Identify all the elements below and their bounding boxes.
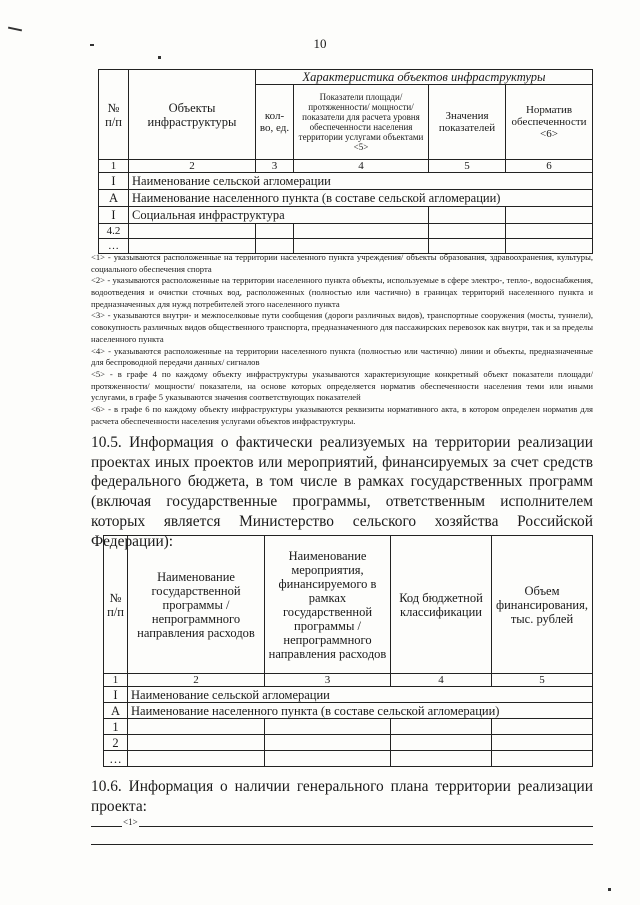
row-num: I (99, 207, 129, 224)
row-num: 4.2 (99, 224, 129, 239)
footnote: <2> - указываются расположенные на территории населенного пункта объекты, используемые в сфере электро-, тепло-, водоснабжения, водоотведения и очистки сточных вод, расположенных (полностью или частично) в границах территорий населенного пункта и предназначенных для нужд потребителей этого населенного пункта (91, 275, 593, 309)
column-number: 3 (265, 674, 391, 687)
column-numbers-row (99, 160, 593, 173)
header-values: Значения показателей (429, 85, 506, 160)
footnote: <6> - в графе 6 по каждому объекту инфраструктуры указываются реквизиты нормативного акта, в котором определен норматив для расчета обеспеченности населения услугами объектов инфраструктуры. (91, 403, 593, 426)
column-number: 5 (429, 160, 506, 173)
column-number: 1 (104, 674, 128, 687)
infrastructure-table (98, 69, 593, 254)
scan-mark (158, 56, 161, 59)
row-text: Социальная инфраструктура (129, 207, 294, 224)
table-row (99, 207, 593, 224)
footnote: <3> - указываются внутри- и межпоселковые пути сообщения (дороги различных видов), транспортные сооружения (мосты, туннели), совокупность различных видов общественного транспорта, предназначенного для пассажирских перевозок как внутри, так и за пределы населенного пункта (91, 310, 593, 344)
row-text: Наименование населенного пункта (в составе сельской агломерации) (128, 703, 593, 719)
column-numbers-row (104, 674, 593, 687)
table-row (104, 735, 593, 751)
row-num: 1 (104, 719, 128, 735)
footnote: <5> - в графе 4 по каждому объекту инфраструктуры указываются характеризующие конкретный объект показатели площади/ протяженности/ мощности/ показатели, на основе которых определяется норматив обеспеченности населения теми или иными услугами, в графе 5 указываются значения соответствующих показателей (91, 368, 593, 403)
fill-line (91, 826, 593, 827)
column-number: 5 (492, 674, 593, 687)
table-row (99, 173, 593, 190)
column-number: 1 (99, 160, 129, 173)
header-group: Характеристика объектов инфраструктуры (256, 70, 593, 85)
scan-mark (8, 27, 22, 32)
page-number: 10 (313, 36, 327, 51)
header-qty: кол-во, ед. (256, 85, 294, 160)
column-number: 4 (294, 160, 429, 173)
funding-table (103, 535, 593, 767)
scan-mark (608, 888, 611, 891)
header-objects: Объекты инфраструктуры (129, 70, 256, 160)
column-number: 2 (129, 160, 256, 173)
footnotes (91, 252, 593, 427)
section-10-5: 10.5. Информация о фактически реализуемых на территории реализации проектах иных проектов или мероприятий, финансируемых за счет средств федерального бюджета, в том числе в рамках государственных программ (включая государственные программы, ответственным исполнителем которых является Министерство сельского хозяйства Российской Федерации): (91, 434, 593, 550)
header-num: № п/п (104, 536, 128, 674)
table-row (104, 751, 593, 767)
column-number: 3 (256, 160, 294, 173)
row-num: 2 (104, 735, 128, 751)
row-num: … (104, 751, 128, 767)
row-num: I (99, 173, 129, 190)
header-program: Наименование государственной программы / непрограммного направления расходов (128, 536, 265, 674)
column-number: 2 (128, 674, 265, 687)
row-num: … (99, 239, 129, 254)
row-text: Наименование сельской агломерации (128, 687, 593, 703)
row-text: Наименование населенного пункта (в составе сельской агломерации) (129, 190, 593, 207)
table-row (104, 687, 593, 703)
header-code: Код бюджетной классификации (391, 536, 492, 674)
table-row (99, 224, 593, 239)
row-text: Наименование сельской агломерации (129, 173, 593, 190)
table-row (99, 190, 593, 207)
row-num: А (99, 190, 129, 207)
fill-marker: <1> (123, 817, 138, 827)
header-norm: Норматив обеспеченности <6> (506, 85, 593, 160)
section-10-6: 10.6. Информация о наличии генерального плана территории реализации проекта: (91, 778, 593, 815)
footnote: <1> - указываются расположенные на территории населенного пункта учреждения/ объекты образования, здравоохранения, культуры, социального обеспечения спорта (91, 252, 593, 274)
fill-line (91, 844, 593, 845)
row-num: А (104, 703, 128, 719)
header-num: № п/п (99, 70, 129, 160)
header-volume: Объем финансирования, тыс. рублей (492, 536, 593, 674)
row-num: I (104, 687, 128, 703)
column-number: 6 (506, 160, 593, 173)
header-indicators: Показатели площади/ протяженности/ мощности/ показатели для расчета уровня обеспеченности населения территории услугами объектами <5> (294, 85, 429, 160)
footnote: <4> - указываются расположенные на территории населенного пункта (полностью или частично) линии и объекты, предназначенные для беспроводной передачи данных/ сигналов (91, 345, 593, 368)
table-row (104, 719, 593, 735)
column-number: 4 (391, 674, 492, 687)
header-event: Наименование мероприятия, финансируемого в рамках государственной программы / непрограммного направления расходов (265, 536, 391, 674)
table-row (104, 703, 593, 719)
